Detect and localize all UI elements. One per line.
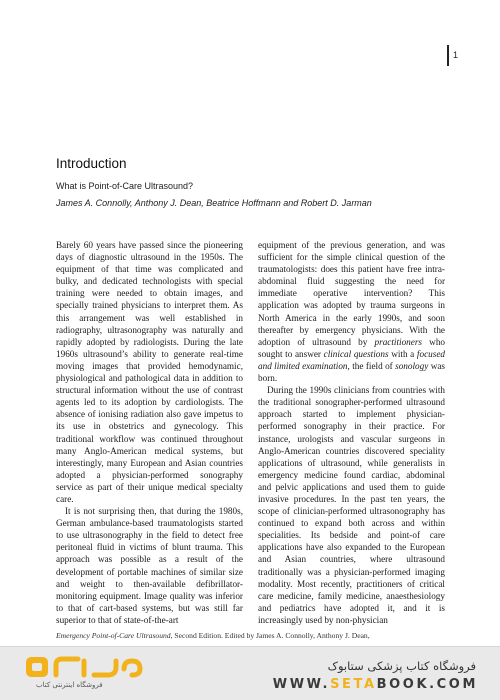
text-run: was born.	[258, 360, 445, 384]
page-edge-marker	[447, 45, 449, 66]
paragraph: Barely 60 years have passed since the pioneering days of diagnostic ultrasound in the 1950s. The equipment of that time was complicated and bulky, and dedicated technologists with special training were needed to obtain images, and specially trained physicians to interpret them. As this arrangement was well established in radiography, ultrasonography was naturally and rapidly adopted by radiologists. During the late 1960s ultrasound’s ability to generate real-time moving images that provided hemodynamic, physiological and pathological data in addition to structural information without the use of contrast agents led to its adoption by cardiologists. The absence of ionising radiation also gave impetus to its use in obstetrics and gynecology. This traditional workflow was continued throughout many Anglo-American medical systems, but interestingly, many European and Asian countries adopted a physician-performed sonography service as part of their unique medical specialty care.	[56, 240, 243, 504]
emphasis-focused-examination: focused and limited examination	[258, 348, 445, 371]
body-column-left	[56, 239, 243, 626]
store-banner[interactable]	[0, 646, 500, 700]
url-accent: SETA	[330, 677, 377, 692]
logo-caption: فروشگاه اینترنتی کتاب	[36, 681, 103, 689]
body-column-right	[258, 239, 445, 626]
text-run: equipment of the previous generation, and was sufficient for the simple clinical question of the traumatologists: does this patient have free intra-abdominal fluid suggesting the need for immediate operative intervention? This application was adopted by trauma surgeons in North America in the early 1990s, and soon thereafter by emergency physicians. With the adoption of ultrasound by	[258, 240, 445, 347]
setabook-logo[interactable]	[26, 655, 144, 695]
chapter-title: Introduction	[56, 156, 127, 171]
emphasis-practitioners: practitioners	[374, 336, 422, 347]
emphasis-clinical-questions: clinical questions	[323, 348, 389, 359]
chapter-subtitle: What is Point-of-Care Ultrasound?	[56, 181, 194, 191]
paragraph: During the 1990s clinicians from countries with the traditional sonographer-performed ultrasound approach started to implement physician-performed sonography in their practice. For instance, urologists and vascular surgeons in Anglo-American countries discovered speciality applications of ultrasound, while generalists in emergency medicine found cardiac, abdominal and pelvic applications and used them to guide invasive procedures. In the past ten years, the scope of clinician-performed ultrasonography has continued to expand both across and within specialities. Its bedside and point-of care applications have also expanded to the European and Asian countries, where ultrasound traditionally was a physician-performed imaging modality. Most recently, practitioners of critical care medicine, family medicine, anaesthesiology and pediatrics have adopted it, and it is increasingly used by non-physician	[258, 385, 445, 625]
text-run: , the field of	[347, 360, 396, 371]
text-run: who sought to answer	[258, 336, 446, 359]
setabook-logo-icon	[26, 655, 144, 681]
footnote-text: , Second Edition. Edited by James A. Connolly, Anthony J. Dean,	[170, 631, 370, 640]
url-suffix: BOOK.COM	[376, 677, 478, 692]
paragraph: It is not surprising then, that during the 1980s, German ambulance-based traumatologists started to use ultrasonography in the field to detect free peritoneal fluid in victims of blunt trauma. This approach was possible as a result of the development of portable machines of similar size and weight to then-available defibrillator-monitoring equipment. Image quality was inferior to that of cart-based systems, but was still far superior to that of state-of-the-art	[56, 506, 243, 625]
store-title: فروشگاه کتاب پزشکی ستابوک	[327, 659, 476, 673]
footnote-book-title: Emergency Point-of-Care Ultrasound	[56, 631, 171, 640]
footnote	[56, 631, 370, 640]
text-run: with a	[388, 348, 417, 359]
url-prefix: WWW.	[272, 677, 331, 692]
chapter-authors: James A. Connolly, Anthony J. Dean, Beatrice Hoffmann and Robert D. Jarman	[56, 198, 372, 208]
store-url-link[interactable]	[273, 677, 478, 692]
paragraph	[258, 239, 445, 384]
page-number: 1	[453, 50, 459, 60]
emphasis-sonology: sonology	[395, 360, 429, 371]
